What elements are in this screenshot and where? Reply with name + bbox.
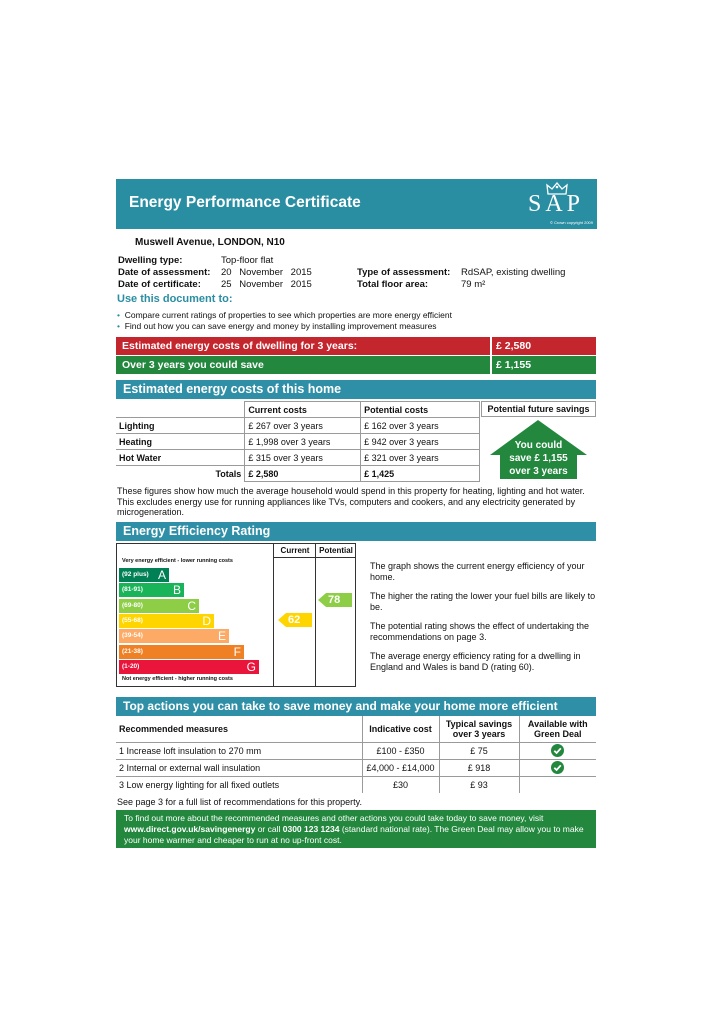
- header-cost: Indicative cost: [362, 716, 439, 742]
- use-document-heading: Use this document to:: [117, 293, 233, 305]
- header-savings: Typical savings over 3 years: [439, 716, 519, 742]
- dwelling-type-label: Dwelling type:: [118, 255, 183, 266]
- band-letter: C: [187, 598, 196, 613]
- could-save-bar: [116, 356, 596, 374]
- table-row: Hot Water £ 315 over 3 years £ 321 over 3 years: [116, 450, 480, 466]
- potential-rating-arrow: [318, 593, 352, 607]
- rating-band-e: [119, 629, 229, 643]
- efficiency-section-title: Energy Efficiency Rating: [116, 522, 596, 541]
- rating-band-f: [119, 645, 244, 659]
- date-certificate-value: 25 November 2015: [221, 279, 312, 290]
- savings-line-2: save £ 1,155: [509, 453, 568, 464]
- band-range: (69-80): [122, 601, 143, 609]
- rating-band-a: [119, 568, 169, 582]
- band-range: (39-54): [122, 632, 143, 640]
- band-letter: F: [233, 644, 241, 659]
- sap-copyright: © Crown copyright 2009: [550, 220, 593, 225]
- type-assessment-label: Type of assessment:: [357, 267, 451, 278]
- band-range: (1-20): [122, 662, 140, 670]
- table-row: 1 Increase loft insulation to 270 mm £100 - £350 £ 75: [116, 742, 596, 759]
- property-address: Muswell Avenue, LONDON, N10: [135, 237, 285, 248]
- rating-band-b: [119, 583, 184, 597]
- green-info-box: To find out more about the recommended measures and other actions you could take today to save money, visit www.direct.gov.uk/savingenergy or call 0300 123 1234 (standard national rate). The Green Deal may allow you to make your home warmer and cheaper to run at no up-front cost.: [116, 810, 596, 848]
- current-rating-arrow: [278, 613, 312, 627]
- dwelling-type-value: Top-floor flat: [221, 255, 274, 266]
- rating-band-c: [119, 599, 199, 613]
- costs-section-title: Estimated energy costs of this home: [116, 380, 596, 399]
- table-row: Lighting £ 267 over 3 years £ 162 over 3 years: [116, 418, 480, 434]
- green-deal-check-icon: [551, 744, 564, 757]
- chart-header-current: Current: [273, 544, 316, 558]
- savingenergy-link[interactable]: www.direct.gov.uk/savingenergy: [124, 824, 256, 834]
- use-document-bullets: [117, 310, 452, 331]
- costs-table: [116, 401, 480, 482]
- floor-area-value: 79 m²: [461, 279, 486, 290]
- totals-current: £ 2,580: [245, 466, 361, 482]
- sap-logo-text: SAP: [527, 191, 585, 217]
- header-future-savings: Potential future savings: [481, 401, 596, 417]
- rating-band-d: [119, 614, 214, 628]
- estimated-costs-value: £ 2,580: [496, 340, 532, 352]
- list-item: • Compare current ratings of properties to see which properties are more energy efficient: [117, 310, 452, 320]
- page-title: Energy Performance Certificate: [129, 194, 361, 211]
- table-row: Heating £ 1,998 over 3 years £ 942 over 3 years: [116, 434, 480, 450]
- floor-area-label: Total floor area:: [357, 279, 429, 290]
- band-range: (81-91): [122, 586, 143, 594]
- date-certificate-label: Date of certificate:: [118, 279, 201, 290]
- actions-table: [116, 716, 596, 793]
- green-deal-check-icon: [551, 761, 564, 774]
- band-letter: B: [172, 583, 181, 598]
- savings-line-1: You could: [514, 440, 563, 451]
- efficiency-description: The graph shows the current energy efficiency of your home. The higher the rating the lower your fuel bills are likely to be. The potential rating shows the effect of undertaking the recommendations on page 3. The average energy efficiency rating for a dwelling in England and Wales is band D (rating 60).: [370, 561, 596, 672]
- efficiency-chart: [116, 543, 356, 687]
- rating-band-g: [119, 660, 259, 674]
- chart-bottom-note: Not energy efficient - higher running costs: [122, 676, 233, 682]
- savings-line-3: over 3 years: [509, 466, 568, 477]
- chart-header-potential: Potential: [315, 544, 356, 558]
- header-potential-costs: Potential costs: [361, 402, 480, 418]
- recommendations-footnote: See page 3 for a full list of recommendations for this property.: [117, 797, 362, 807]
- actions-section-title: Top actions you can take to save money and make your home more efficient: [116, 697, 596, 716]
- chart-top-note: Very energy efficient - lower running costs: [122, 558, 233, 564]
- current-rating-value: 62: [288, 614, 301, 626]
- date-assessment-label: Date of assessment:: [118, 267, 211, 278]
- phone-number: 0300 123 1234: [282, 824, 340, 834]
- header-measures: Recommended measures: [116, 716, 362, 742]
- header-current-costs: Current costs: [245, 402, 361, 418]
- table-row: [116, 466, 480, 482]
- costs-note: These figures show how much the average household would spend in this property for heating, lighting and hot water. This excludes energy use for running appliances like TVs, computers and cookers, and any electricity generated by microgeneration.: [117, 486, 585, 517]
- date-assessment-value: 20 November 2015: [221, 267, 312, 278]
- list-item: • Find out how you can save energy and money by installing improvement measures: [117, 321, 437, 331]
- table-row: 3 Low energy lighting for all fixed outlets £30 £ 93: [116, 776, 596, 793]
- band-letter: G: [246, 659, 256, 674]
- totals-label: Totals: [116, 466, 245, 482]
- type-assessment-value: RdSAP, existing dwelling: [461, 267, 566, 278]
- could-save-label: Over 3 years you could save: [122, 359, 264, 371]
- savings-house: [481, 417, 596, 481]
- band-letter: E: [217, 629, 226, 644]
- header-bar: [116, 179, 597, 229]
- table-row: 2 Internal or external wall insulation £4,000 - £14,000 £ 918: [116, 759, 596, 776]
- band-letter: D: [202, 613, 211, 628]
- band-range: (21-38): [122, 647, 143, 655]
- band-letter: A: [157, 568, 166, 582]
- band-range: (92 plus): [122, 571, 149, 578]
- band-range: (55-68): [122, 616, 143, 624]
- estimated-costs-label: Estimated energy costs of dwelling for 3 years:: [122, 340, 358, 352]
- header-green-deal: Available with Green Deal: [519, 716, 596, 742]
- estimated-costs-bar: [116, 337, 596, 355]
- could-save-value: £ 1,155: [496, 359, 532, 371]
- sap-logo: [519, 182, 593, 226]
- potential-rating-value: 78: [328, 594, 341, 606]
- totals-potential: £ 1,425: [361, 466, 480, 482]
